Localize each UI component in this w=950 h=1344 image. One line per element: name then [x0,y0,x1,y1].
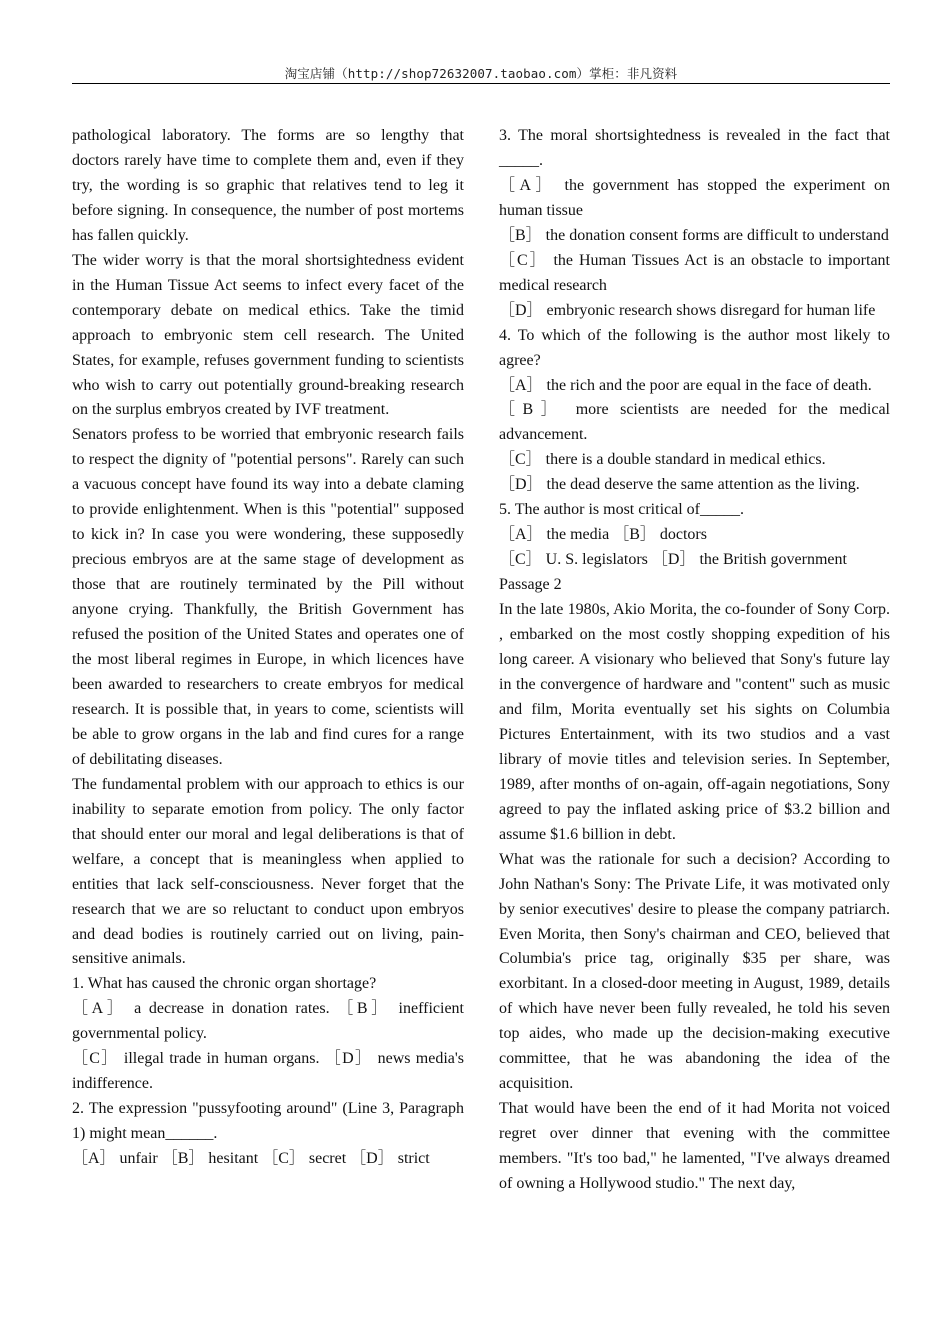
question-option-d: ［D］ embryonic research shows disregard for human life [499,301,876,319]
question-options: ［A］ the media ［B］ doctors [499,526,707,544]
passage-paragraph: The wider worry is that the moral shortsightedness evident in the Human Tissue Act seems to infect every facet of the contemporary debate on medical ethics. Take the timid approach to embryonic stem cell research. The United States, for example, refuses government funding to scientists who wish to carry out potentially ground-breaking research on the surplus embryos created by IVF treatment. [72,251,464,419]
passage-title: Passage 2 [499,576,562,594]
question-option-b: ［B］ the donation consent forms are difficult to understand [499,226,889,244]
question-option-b: ［B］ more scientists are needed for the medical advancement. [499,401,890,444]
question-options: ［A］ unfair ［B］ hesitant ［C］ secret ［D］ strict [72,1150,430,1168]
question-5 [499,498,890,573]
question-1 [72,972,464,1097]
passage-paragraph: pathological laboratory. The forms are so lengthy that doctors rarely have time to complete them and, even if they try, the wording is so graphic that relatives tend to leg it before signing. In consequence, the number of post mortems has fallen quickly. [72,127,464,244]
passage-paragraph: Senators profess to be worried that embryonic research fails to respect the dignity of "potential persons". Rarely can such a vacuous concept have found its way into a debate claming to provide enlightenment. When is this "potential" supposed to kick in? In case you were wondering, these supposedly precious embryos are at the same stage of development as those that are routinely terminated by the Pill without anyone crying. Thankfully, the British Government has refused the position of the United States and operates one of the most liberal regimes in Europe, in which licences have been awarded to researchers to create embryos for medical research. It is possible that, in years to come, scientists will be able to grow organs in the lab and find cures for a range of debilitating diseases. [72,426,464,768]
question-2 [72,1097,464,1172]
question-option-a: ［A］ the government has stopped the experiment on human tissue [499,176,890,219]
question-options: ［A］ a decrease in donation rates. ［B］ inefficient governmental policy. [72,1000,464,1043]
passage-paragraph: What was the rationale for such a decision? According to John Nathan's Sony: The Private Life, it was motivated only by senior executives' desire to please the company patriarch. Even Morita, then Sony's chairman and CEO, believed that Columbia's price tag, originally $35 per share, was exorbitant. In a closed-door meeting in August, 1989, details of which have never been fully revealed, he told his seven top aides, who made up the decision-making executive committee, that he was abandoning the idea of the acquisition. [499,850,890,1093]
question-option-a: ［A］ the rich and the poor are equal in the face of death. [499,376,872,394]
question-option-c: ［C］ the Human Tissues Act is an obstacle to important medical research [499,251,890,294]
question-option-d: ［D］ the dead deserve the same attention as the living. [499,476,860,494]
passage-paragraph: The fundamental problem with our approach to ethics is our inability to separate emotion from policy. The only factor that should enter our moral and legal deliberations is that of welfare, a concept that is meaningless when applied to entities that lack self-consciousness. Never forget that the research that we are so reluctant to conduct upon embryos and dead bodies is routinely carried out on living, pain-sensitive animals. [72,775,464,968]
question-option-c: ［C］ there is a double standard in medical ethics. [499,451,826,469]
passage-paragraph: That would have been the end of it had Morita not voiced regret over dinner that evening with the committee members. "It's too bad," he lamented, "I've always dreamed of owning a Hollywood studio." The next day, [499,1100,890,1193]
question-4 [499,324,890,499]
passage-paragraph: In the late 1980s, Akio Morita, the co-founder of Sony Corp. , embarked on the most costly shopping expedition of his long career. A visionary who believed that Sony's future lay in the convergence of hardware and "content" such as music and film, Morita eventually set his sights on Columbia Pictures Entertainment, with its two studios and a vast library of movie titles and television series. In September, 1989, after months of on-again, off-again negotiations, Sony agreed to pay the inflated asking price of $3.2 billion and assume $1.6 billion in debt. [499,601,890,843]
question-stem: 2. The expression "pussyfooting around" (Line 3, Paragraph 1) might mean______. [72,1100,464,1143]
right-column [499,124,890,1197]
page-header: 淘宝店铺（http://shop72632007.taobao.com）掌柜：非凡资料 [72,64,890,84]
left-column [72,124,464,1172]
question-options: ［C］ illegal trade in human organs. ［D］ news media's indifference. [72,1050,464,1093]
question-stem: 4. To which of the following is the author most likely to agree? [499,326,890,369]
question-stem: 5. The author is most critical of_____. [499,501,744,519]
question-stem: 1. What has caused the chronic organ shortage? [72,975,377,993]
question-options: ［C］ U. S. legislators ［D］ the British government [499,551,847,569]
question-stem: 3. The moral shortsightedness is revealed in the fact that _____. [499,127,890,169]
question-3 [499,124,890,324]
